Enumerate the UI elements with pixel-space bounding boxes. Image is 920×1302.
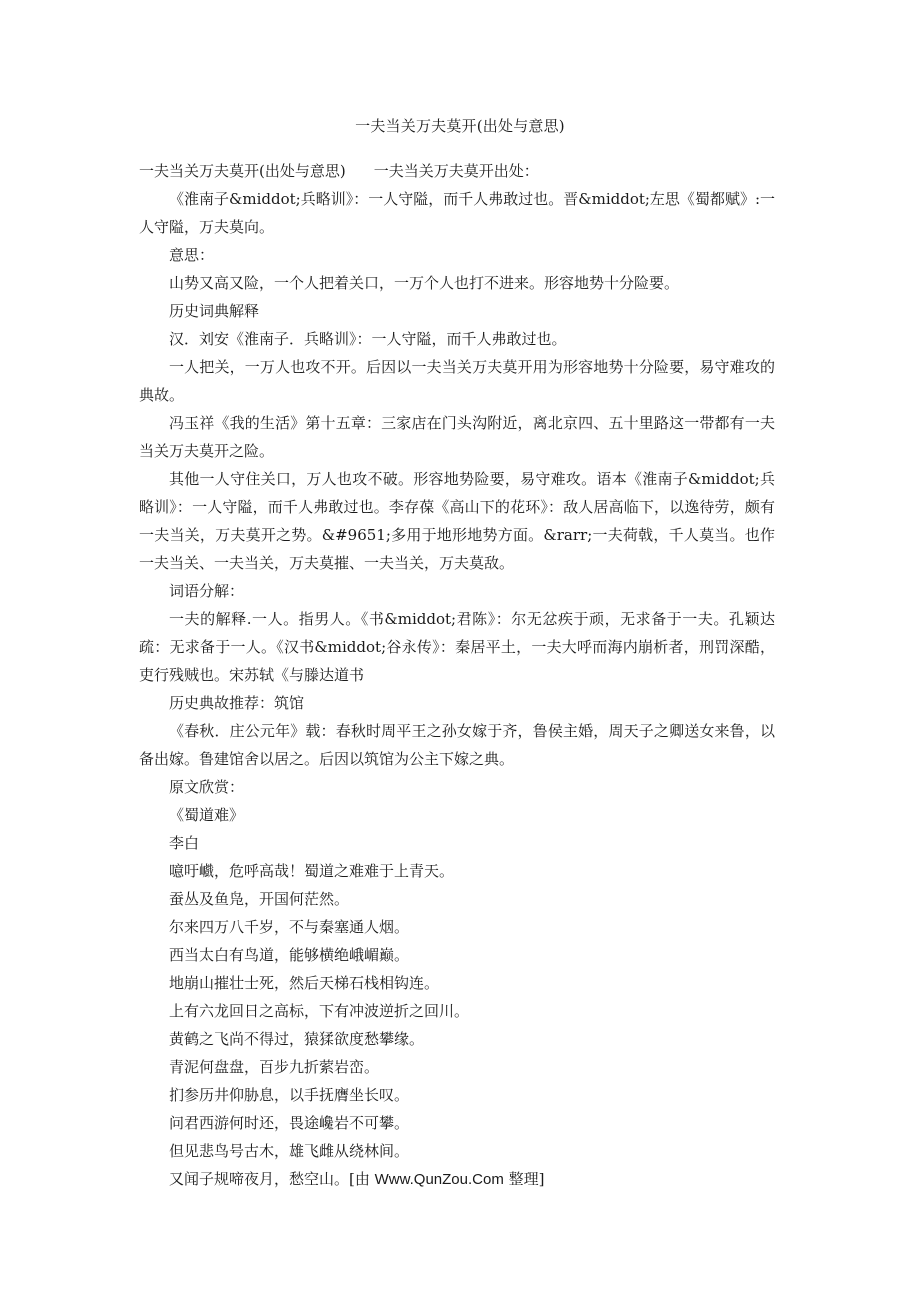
poem-line: 西当太白有鸟道，能够横绝峨嵋巅。 — [169, 946, 410, 964]
poem-line: 蚕丛及鱼凫，开国何茫然。 — [169, 890, 350, 908]
poem-line: 噫吁巇，危呼高哉！蜀道之难难于上青天。 — [169, 862, 455, 880]
poem-line: 但见悲鸟号古木，雄飞雌从绕林间。 — [169, 1142, 410, 1160]
poem-last-line-suffix: 整理] — [503, 1170, 545, 1188]
paragraph: 一夫的解释.一人。指男人。《书&middot;君陈》：尔无忿疾于顽，无求备于一夫。孔颖达疏：无求备于一人。《汉书&middot;谷永传》：秦居平土，一夫大呼而海内崩析者，刑罚深酷，吏行残贼也。宋苏轼《与滕达道书 — [139, 610, 775, 684]
paragraph: 词语分解： — [169, 582, 245, 600]
poem-line: 问君西游何时还，畏途巉岩不可攀。 — [169, 1114, 410, 1132]
poem-line: 上有六龙回日之高标，下有冲波逆折之回川。 — [169, 1002, 470, 1020]
poem-line: 尔来四万八千岁，不与秦塞通人烟。 — [169, 918, 410, 936]
paragraph: 《春秋．庄公元年》载：春秋时周平王之孙女嫁于齐，鲁侯主婚，周天子之卿送女来鲁，以备出嫁。鲁建馆舍以居之。后因以筑馆为公主下嫁之典。 — [139, 722, 775, 768]
poem-author: 李白 — [169, 834, 200, 852]
poem-line: 黄鹤之飞尚不得过，猿猱欲度愁攀缘。 — [169, 1030, 425, 1048]
paragraph: 原文欣赏： — [169, 778, 245, 796]
paragraph: 历史词典解释 — [169, 302, 260, 320]
poem-last-line — [139, 1165, 775, 1194]
paragraph: 山势又高又险，一个人把着关口，一万个人也打不进来。形容地势十分险要。 — [169, 274, 680, 292]
heading-line — [139, 157, 775, 185]
paragraph: 意思： — [169, 246, 215, 264]
heading-left: 一夫当关万夫莫开(出处与意思) — [139, 162, 346, 180]
paragraph: 一人把关，一万人也攻不开。后因以一夫当关万夫莫开用为形容地势十分险要，易守难攻的典故。 — [139, 358, 775, 404]
heading-right: 一夫当关万夫莫开出处： — [373, 162, 539, 180]
page-title: 一夫当关万夫莫开(出处与意思) — [355, 117, 565, 135]
paragraph: 历史典故推荐：筑馆 — [169, 694, 305, 712]
paragraph: 其他一人守住关口，万人也攻不破。形容地势险要，易守难攻。语本《淮南子&middot;兵略训》：一人守隘，而千人弗敢过也。李存葆《高山下的花环》：敌人居高临下，以逸待劳，颇有一夫当关，万夫莫开之势。&#9651;多用于地形地势方面。&rarr;一夫荷戟，千人莫当。也作一夫当关、一夫当关，万夫莫摧、一夫当关，万夫莫敌。 — [139, 470, 775, 572]
poem-line: 扪参历井仰胁息，以手抚膺坐长叹。 — [169, 1086, 410, 1104]
poem-line: 青泥何盘盘，百步九折萦岩峦。 — [169, 1058, 380, 1076]
poem-line: 地崩山摧壮士死，然后天梯石栈相钩连。 — [169, 974, 440, 992]
paragraph: 《淮南子&middot;兵略训》：一人守隘，而千人弗敢过也。晋&middot;左思《蜀都赋》:一人守隘，万夫莫向。 — [139, 190, 775, 236]
source-website: Www.QunZou.Com — [374, 1171, 504, 1188]
paragraph: 冯玉祥《我的生活》第十五章：三家店在门头沟附近，离北京四、五十里路这一带都有一夫当关万夫莫开之险。 — [139, 414, 775, 460]
poem-title: 《蜀道难》 — [169, 806, 245, 824]
poem-last-line-text: 又闻子规啼夜月，愁空山。[由 — [169, 1170, 375, 1188]
paragraph: 汉．刘安《淮南子．兵略训》：一人守隘，而千人弗敢过也。 — [169, 330, 567, 348]
document-body — [139, 157, 775, 1194]
